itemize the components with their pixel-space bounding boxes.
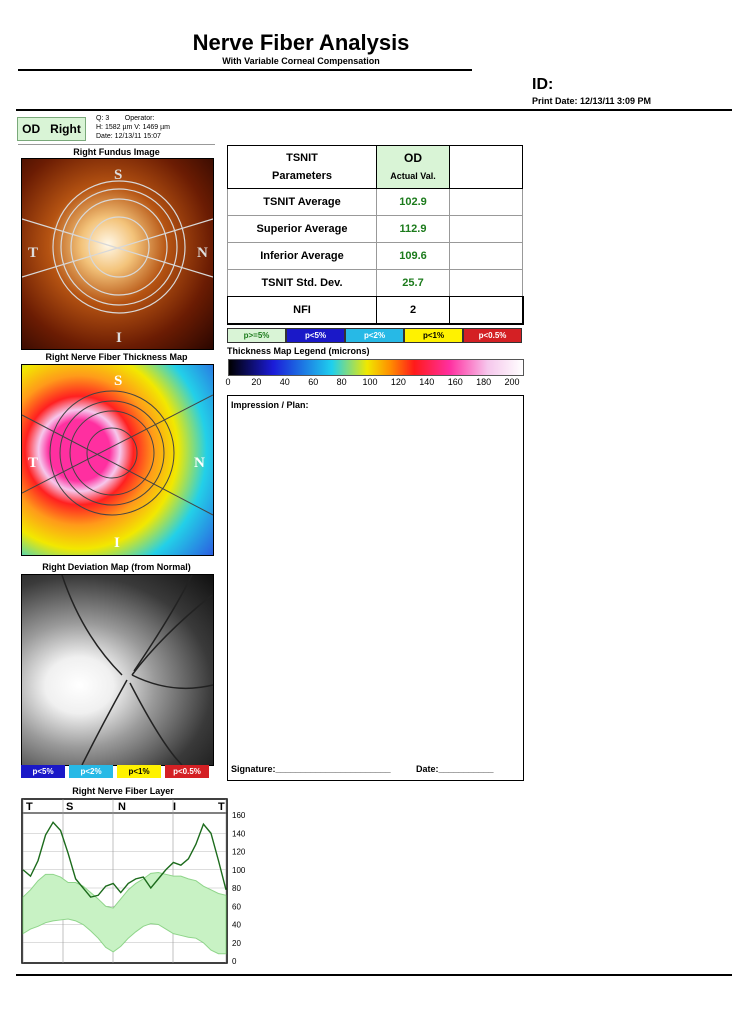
print-date: Print Date: 12/13/11 3:09 PM [532, 96, 652, 106]
page-subtitle: With Variable Corneal Compensation [222, 56, 380, 66]
rnfl-chart [20, 798, 250, 966]
table-row [228, 243, 523, 270]
fundus-image [21, 158, 214, 350]
legend-tick: 60 [308, 377, 319, 387]
scan-meta [96, 114, 170, 141]
nfi-row [228, 297, 523, 324]
deviation-pvalue-p2: p<2% [69, 765, 113, 778]
operator: Operator: [124, 115, 155, 122]
legend-tick: 200 [504, 377, 520, 387]
fundus-label-i: I [116, 330, 122, 346]
page-title: Nerve Fiber Analysis [192, 30, 410, 55]
date-line: Date:___________ [416, 764, 494, 774]
y-tick-label: 80 [232, 884, 241, 893]
row-label: Inferior Average [228, 243, 377, 270]
y-tick-label: 20 [232, 938, 241, 948]
row-value: 109.6 [377, 243, 450, 270]
thickness-label-t: T [28, 455, 39, 471]
y-tick-label: 120 [232, 847, 246, 857]
scan-dimensions: H: 1582 µm V: 1469 µm [96, 124, 170, 131]
row-label: Superior Average [228, 216, 377, 243]
x-tick-label: I [173, 801, 177, 813]
legend-tick: 0 [225, 377, 231, 387]
x-tick-label: S [66, 801, 74, 813]
table-row [228, 189, 523, 216]
thickness-caption: Right Nerve Fiber Thickness Map [45, 352, 188, 362]
table-header-parameters: TSNIT Parameters [228, 146, 377, 189]
legend-tick: 160 [447, 377, 463, 387]
fundus-label-t: T [28, 245, 39, 261]
footer-divider [16, 974, 732, 976]
fundus-label-s: S [114, 167, 123, 183]
quality-score: Q: 3 [96, 115, 110, 122]
pvalue-lt5: p<5% [286, 328, 345, 343]
thickness-label-s: S [114, 373, 123, 389]
table-row [228, 216, 523, 243]
thickness-map [21, 364, 214, 556]
deviation-pvalue-p05: p<0.5% [165, 765, 209, 778]
eye-side: Right [50, 122, 81, 136]
tsnit-parameters-table [227, 145, 523, 324]
pvalue-lt2: p<2% [345, 328, 404, 343]
legend-tick: 140 [419, 377, 435, 387]
row-value: 25.7 [377, 270, 450, 297]
eye-badge [17, 117, 86, 141]
legend-tick: 100 [362, 377, 378, 387]
x-tick-label: T [26, 801, 33, 813]
y-tick-label: 100 [232, 865, 246, 875]
deviation-vessels [22, 575, 213, 765]
x-tick-label: T [218, 801, 225, 813]
legend-tick: 40 [279, 377, 290, 387]
y-tick-label: 160 [232, 811, 246, 820]
deviation-caption: Right Deviation Map (from Normal) [42, 562, 191, 572]
table-row [228, 270, 523, 297]
impression-box [227, 395, 524, 781]
thickness-legend-title: Thickness Map Legend (microns) [227, 346, 370, 356]
legend-tick: 20 [251, 377, 262, 387]
layer-caption: Right Nerve Fiber Layer [72, 786, 174, 796]
row-label: TSNIT Average [228, 189, 377, 216]
y-tick-label: 60 [232, 902, 241, 912]
fundus-caption: Right Fundus Image [73, 147, 160, 157]
scan-date: Date: 12/13/11 15:07 [96, 133, 161, 140]
x-tick-label: N [118, 801, 126, 813]
row-value: 102.9 [377, 189, 450, 216]
table-header-od: OD Actual Val. [377, 146, 450, 189]
patient-id-label: ID: [532, 76, 554, 93]
caption-rule [18, 144, 215, 145]
deviation-pvalue-p5: p<5% [21, 765, 65, 778]
fundus-overlay [22, 159, 213, 349]
pvalue-lt05: p<0.5% [463, 328, 522, 343]
thickness-legend-gradient [228, 359, 524, 376]
y-tick-label: 140 [232, 829, 246, 839]
nfi-value: 2 [377, 297, 450, 324]
table-header-empty [450, 146, 523, 189]
thickness-label-i: I [114, 535, 120, 551]
pvalue-ge5: p>=5% [227, 328, 286, 343]
y-tick-label: 40 [232, 920, 241, 930]
thickness-label-n: N [194, 455, 205, 471]
pvalue-lt1: p<1% [404, 328, 463, 343]
deviation-map [21, 574, 214, 766]
legend-tick: 180 [476, 377, 492, 387]
legend-tick: 120 [390, 377, 406, 387]
row-value: 112.9 [377, 216, 450, 243]
fundus-label-n: N [197, 245, 208, 261]
title-divider [18, 69, 472, 71]
row-label: TSNIT Std. Dev. [228, 270, 377, 297]
legend-tick: 80 [336, 377, 347, 387]
eye-od: OD [22, 122, 41, 136]
nfi-label: NFI [228, 297, 377, 324]
impression-label: Impression / Plan: [231, 400, 309, 410]
thickness-overlay [22, 365, 213, 555]
y-tick-label: 0 [232, 957, 237, 966]
signature-line: Signature:_______________________ [231, 764, 391, 774]
header-divider [16, 109, 732, 111]
deviation-pvalue-p1: p<1% [117, 765, 161, 778]
